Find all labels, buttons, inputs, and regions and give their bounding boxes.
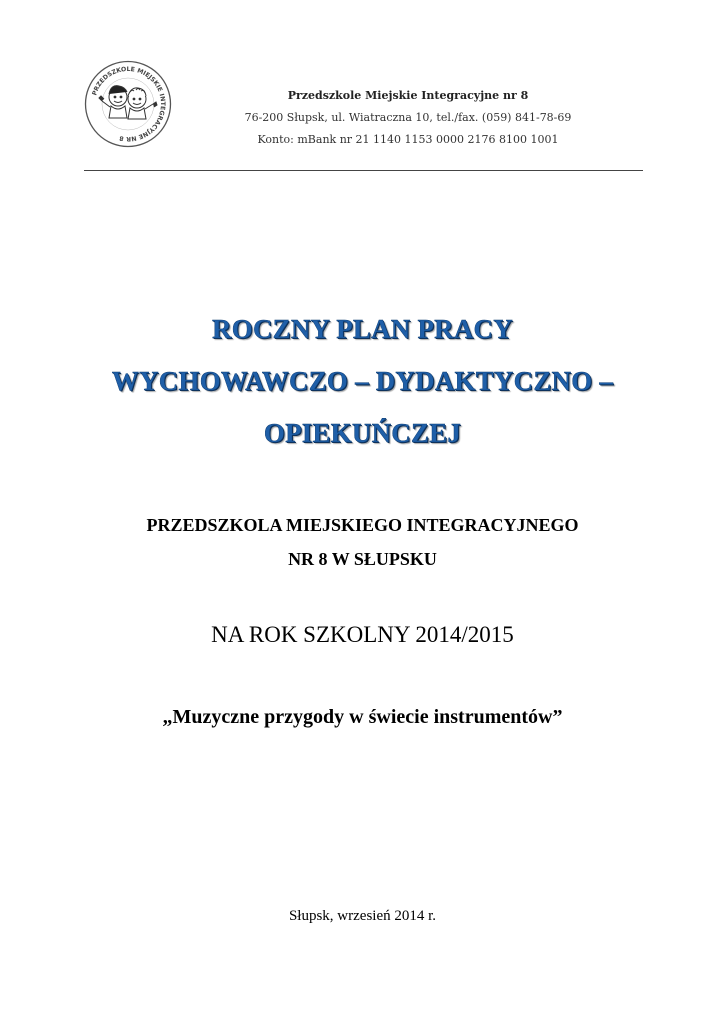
title-line-1: ROCZNY PLAN PRACY xyxy=(212,314,513,344)
logo-ring-text: PRZEDSZKOLE MIEJSKIE INTEGRACYJNE NR 8 xyxy=(91,65,167,143)
title-line-2: WYCHOWAWCZO – DYDAKTYCZNO – xyxy=(111,366,614,396)
place-and-date: Słupsk, wrzesień 2014 r. xyxy=(288,908,437,924)
subtitle-line-1: PRZEDSZKOLA MIEJSKIEGO INTEGRACYJNEGO xyxy=(146,515,579,535)
bank-account: Konto: mBank nr 21 1140 1153 0000 2176 8100 1001 xyxy=(257,133,559,146)
header-divider xyxy=(84,170,643,171)
letterhead xyxy=(84,58,644,170)
institution-address: 76-200 Słupsk, ul. Wiatraczna 10, tel./fax. (059) 841-78-69 xyxy=(244,111,572,124)
annual-motto: „Muzyczne przygody w świecie instrumentów” xyxy=(162,706,563,728)
title-line-3: OPIEKUŃCZEJ xyxy=(263,418,462,448)
subtitle-line-2: NR 8 W SŁUPSKU xyxy=(288,549,437,569)
document-subtitle xyxy=(0,508,725,576)
document-title xyxy=(0,303,725,459)
institution-name: Przedszkole Miejskie Integracyjne nr 8 xyxy=(287,89,529,102)
letterhead-text xyxy=(234,85,582,151)
school-year: NA ROK SZKOLNY 2014/2015 xyxy=(211,622,514,647)
kindergarten-logo-icon xyxy=(84,60,172,148)
